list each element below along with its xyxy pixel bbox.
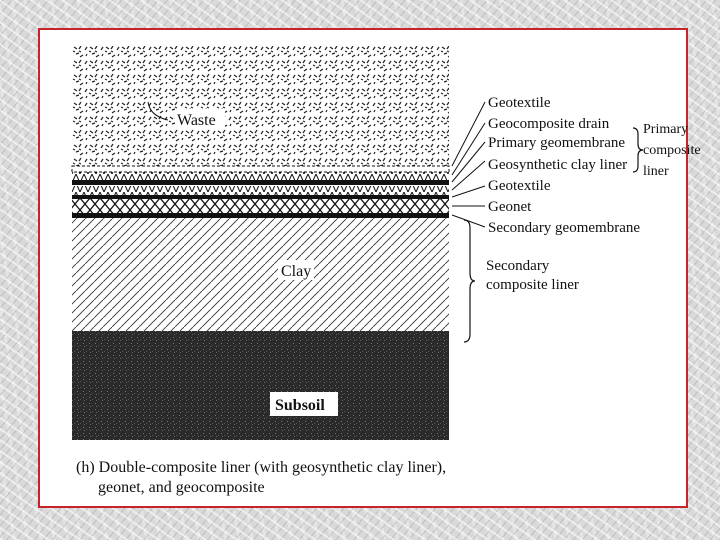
secondary-geomembrane-layer [72, 213, 449, 218]
callout-geotextile-top: Geotextile [488, 95, 551, 111]
callout-secondary-geomembrane: Secondary geomembrane [488, 220, 641, 236]
geotextile-layer-lower [72, 195, 449, 199]
caption-line-2: geonet, and geocomposite [98, 479, 265, 496]
caption-line-1: (h) Double-composite liner (with geosynthetic clay liner), [76, 459, 447, 476]
secondary-group-label-2: composite liner [486, 277, 579, 293]
callout-geonet: Geonet [488, 199, 532, 215]
slide-frame [38, 28, 701, 508]
secondary-liner-brace [464, 220, 475, 342]
primary-liner-brace [633, 128, 643, 172]
subsoil-layer [72, 331, 449, 440]
primary-group-label-3: liner [643, 164, 669, 179]
clay-layer [72, 218, 449, 331]
geosynthetic-clay-liner-layer [72, 186, 449, 195]
waste-layer [72, 46, 449, 170]
primary-group-label-2: composite [643, 143, 701, 158]
callout-geotextile-lower: Geotextile [488, 178, 551, 194]
subsoil-label: Subsoil [275, 397, 325, 414]
geocomposite-drain-layer [72, 172, 449, 180]
primary-group-label-1: Primary [643, 122, 689, 137]
primary-geomembrane-layer [72, 180, 449, 185]
callout-arrows [452, 102, 485, 227]
geonet-layer [72, 199, 449, 213]
callout-geosynthetic-clay-liner: Geosynthetic clay liner [488, 157, 628, 173]
liner-cross-section-diagram [40, 30, 701, 510]
callout-geocomposite-drain: Geocomposite drain [488, 116, 610, 132]
clay-label: Clay [281, 263, 312, 280]
callout-primary-geomembrane: Primary geomembrane [488, 135, 626, 151]
waste-label: Waste [177, 112, 216, 129]
geotextile-layer-top [72, 166, 449, 172]
secondary-group-label-1: Secondary [486, 258, 550, 274]
